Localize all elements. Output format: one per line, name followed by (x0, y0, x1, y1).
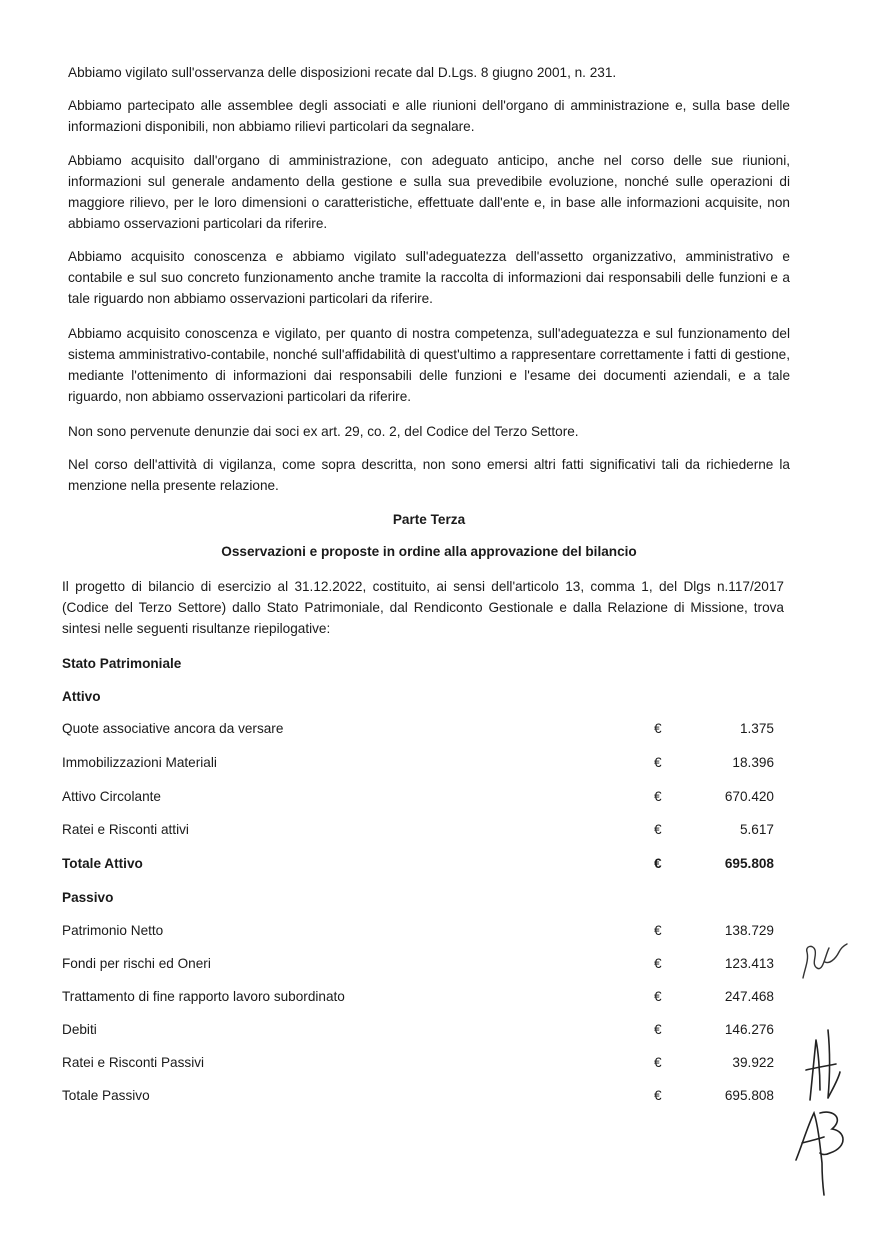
passivo-heading: Passivo (62, 890, 114, 905)
attivo-heading: Attivo (62, 689, 101, 704)
row-value: 695.808 (724, 856, 774, 871)
attivo-row (62, 789, 774, 811)
section-title: Parte Terza (392, 512, 466, 527)
handwritten-initials-2 (800, 1020, 850, 1105)
row-value: 5.617 (739, 822, 774, 837)
passivo-row (62, 956, 774, 978)
currency-symbol: € (654, 956, 662, 971)
row-label: Debiti (62, 1022, 97, 1037)
passivo-row (62, 1022, 774, 1044)
stato-patrimoniale-heading: Stato Patrimoniale (62, 656, 182, 671)
currency-symbol: € (654, 923, 662, 938)
row-value: 138.729 (724, 923, 774, 938)
row-label: Quote associative ancora da versare (62, 721, 284, 736)
currency-symbol: € (654, 755, 662, 770)
currency-symbol: € (654, 721, 662, 736)
paragraph-5: Abbiamo acquisito conoscenza e vigilato, per quanto di nostra competenza, sull'adeguatezza e sul funzionamento del sistema amministrativo-contabile, nonché sull'affidabilità di quest'ultimo a rappresentare correttamente i fatti di gestione, mediante l'ottenimento di informazioni dai responsabili delle funzioni e l'esame dei documenti aziendali, e a tale riguardo, non abbiamo osservazioni particolari da riferire. (68, 326, 790, 404)
row-value: 247.468 (724, 989, 774, 1004)
row-value: 146.276 (724, 1022, 774, 1037)
row-label: Patrimonio Netto (62, 923, 164, 938)
row-value: 123.413 (724, 956, 774, 971)
row-label: Immobilizzazioni Materiali (62, 755, 217, 770)
row-label: Totale Attivo (62, 856, 143, 871)
row-value: 39.922 (732, 1055, 774, 1070)
totale-passivo-row (62, 1088, 774, 1110)
paragraph-7: Nel corso dell'attività di vigilanza, come sopra descritta, non sono emersi altri fatti significativi tali da richiederne la menzione nella presente relazione. (68, 457, 790, 493)
row-value: 18.396 (732, 755, 774, 770)
row-label: Ratei e Risconti Passivi (62, 1055, 205, 1070)
currency-symbol: € (654, 989, 662, 1004)
row-value: 670.420 (724, 789, 774, 804)
paragraph-2: Abbiamo partecipato alle assemblee degli associati e alle riunioni dell'organo di amministrazione e, sulla base delle informazioni disponibili, non abbiamo rilievi particolari da segnalare. (68, 98, 790, 134)
attivo-row (62, 721, 774, 743)
intro-paragraph: Il progetto di bilancio di esercizio al 31.12.2022, costituito, ai sensi dell'articolo 13, comma 1, del Dlgs n.117/2017 (Codice del Terzo Settore) dallo Stato Patrimoniale, dal Rendiconto Gestionale e dalla Relazione di Missione, trova sintesi nelle seguenti risultanze riepilogative: (62, 579, 784, 636)
currency-symbol: € (654, 1088, 662, 1103)
passivo-row (62, 923, 774, 945)
paragraph-4: Abbiamo acquisito conoscenza e abbiamo vigilato sull'adeguatezza dell'assetto organizzativo, amministrativo e contabile e sul suo concreto funzionamento anche tramite la raccolta di informazioni dai responsabili delle funzioni e a tale riguardo non abbiamo osservazioni particolari da riferire. (68, 249, 790, 306)
passivo-row (62, 1055, 774, 1077)
currency-symbol: € (654, 856, 662, 871)
row-label: Ratei e Risconti attivi (62, 822, 189, 837)
attivo-row (62, 755, 774, 777)
currency-symbol: € (654, 1022, 662, 1037)
section-subtitle: Osservazioni e proposte in ordine alla approvazione del bilancio (221, 544, 637, 559)
paragraph-3: Abbiamo acquisito dall'organo di amministrazione, con adeguato anticipo, anche nel corso delle sue riunioni, informazioni sul generale andamento della gestione e sulla sua prevedibile evoluzione, nonché sulle operazioni di maggiore rilievo, per le loro dimensioni o caratteristiche, effettuate dall'ente e, in base alle informazioni acquisite, non abbiamo osservazioni particolari da riferire. (68, 153, 790, 231)
row-label: Totale Passivo (62, 1088, 150, 1103)
row-label: Attivo Circolante (62, 789, 161, 804)
paragraph-6: Non sono pervenute denunzie dai soci ex art. 29, co. 2, del Codice del Terzo Settore. (68, 424, 579, 439)
handwritten-initials-1 (795, 938, 855, 986)
row-label: Fondi per rischi ed Oneri (62, 956, 211, 971)
totale-attivo-row (62, 856, 774, 878)
currency-symbol: € (654, 789, 662, 804)
row-value: 695.808 (724, 1088, 774, 1103)
attivo-row (62, 822, 774, 844)
passivo-row (62, 989, 774, 1011)
row-value: 1.375 (739, 721, 774, 736)
currency-symbol: € (654, 822, 662, 837)
handwritten-initials-3 (790, 1105, 852, 1197)
currency-symbol: € (654, 1055, 662, 1070)
row-label: Trattamento di fine rapporto lavoro subordinato (62, 989, 345, 1004)
paragraph-1: Abbiamo vigilato sull'osservanza delle disposizioni recate dal D.Lgs. 8 giugno 2001, n. 231. (68, 65, 617, 80)
